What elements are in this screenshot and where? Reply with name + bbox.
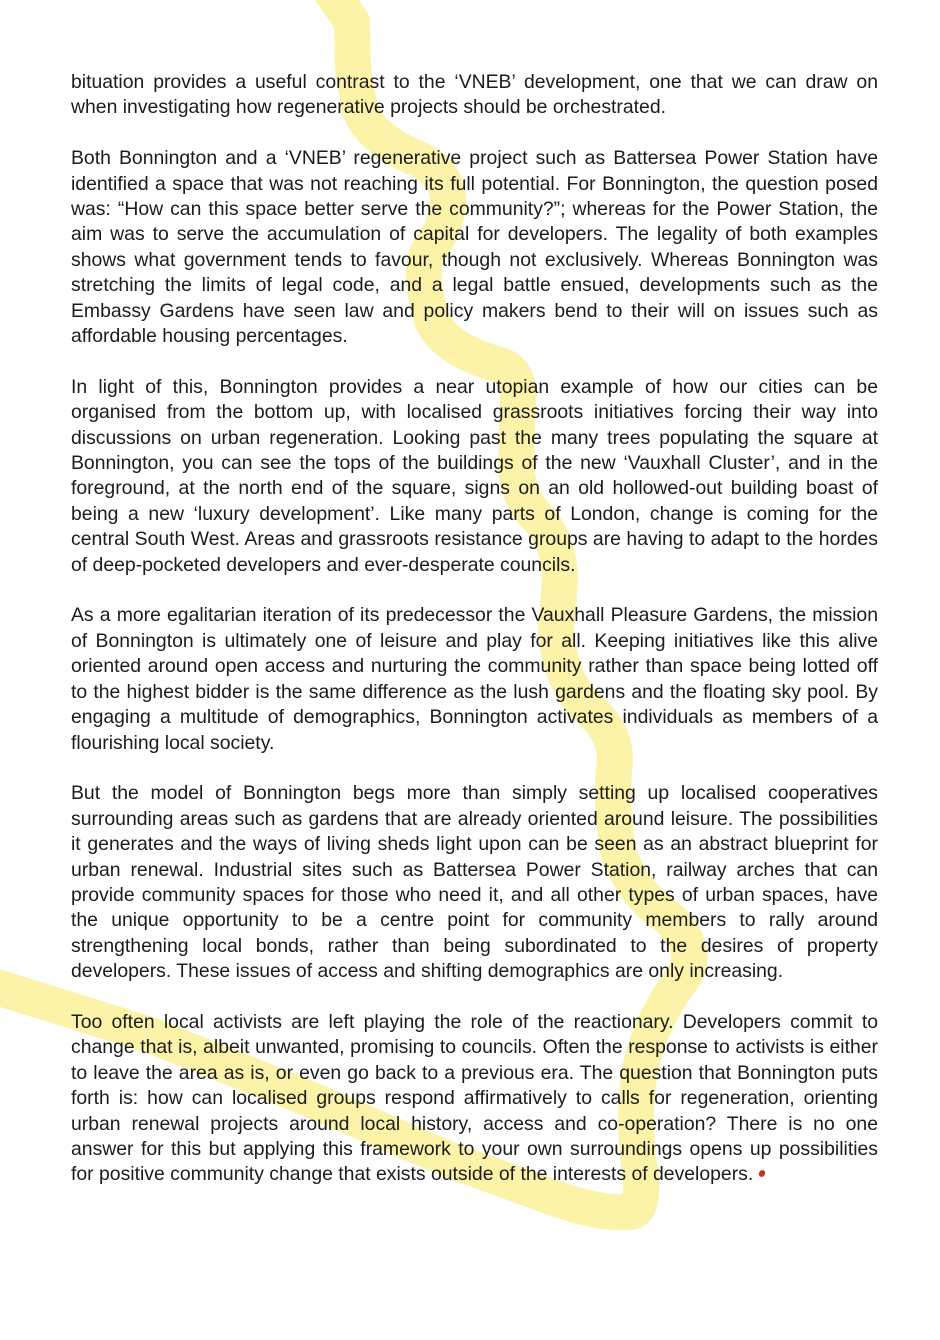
paragraph-text: Too often local activists are left playing the role of the reactionary. Developers commit to change that is, albeit unwanted, promising to councils. Often the response to activists is either to leave the area as is, or even go back to a previous era. The question that Bonnington puts forth is: how can localised groups respond affirmatively to calls for regeneration, orienting urban renewal projects around local history, access and co-operation? There is no one answer for this but applying this framework to your own surroundings opens up possibilities for positive community change that exists outside of the interests of developers. (71, 1010, 878, 1186)
end-mark-icon (758, 1169, 767, 1178)
paragraph: bituation provides a useful contrast to the ‘VNEB’ development, one that we can draw on when investigating how regenerative projects should be orchestrated. (71, 71, 878, 119)
article-body (71, 70, 878, 1213)
paragraph: But the model of Bonnington begs more than simply setting up localised cooperatives surrounding areas such as gardens that are already oriented around leisure. The possibilities it generates and the ways of living sheds light upon can be seen as an abstract blueprint for urban renewal. Industrial sites such as Battersea Power Station, railway arches that can provide community spaces for those who need it, and all other types of urban spaces, have the unique opportunity to be a centre point for community members to rally around strengthening local bonds, rather than being subordinated to the desires of property developers. These issues of access and shifting demographics are only increasing. (71, 782, 878, 983)
paragraph: As a more egalitarian iteration of its predecessor the Vauxhall Pleasure Gardens, the mission of Bonnington is ultimately one of leisure and play for all. Keeping initiatives like this alive oriented around open access and nurturing the community rather than space being lotted off to the highest bidder is the same difference as the lush gardens and the floating sky pool. By engaging a multitude of demographics, Bonnington activates individuals as members of a flourishing local society. (71, 604, 878, 754)
paragraph: Both Bonnington and a ‘VNEB’ regenerative project such as Battersea Power Station have identified a space that was not reaching its full potential. For Bonnington, the question posed was: “How can this space better serve the community?”; whereas for the Power Station, the aim was to serve the accumulation of capital for developers. The legality of both examples shows what government tends to favour, though not exclusively. Whereas Bonnington was stretching the limits of legal code, and a legal battle ensued, developments such as the Embassy Gardens have seen law and policy makers bend to their will on issues such as affordable housing percentages. (71, 147, 878, 348)
paragraph: In light of this, Bonnington provides a near utopian example of how our cities can be organised from the bottom up, with localised grassroots initiatives forcing their way into discussions on urban regeneration. Looking past the many trees populating the square at Bonnington, you can see the tops of the buildings of the new ‘Vauxhall Cluster’, and in the foreground, at the north end of the square, signs on an old hollowed-out building boast of being a new ‘luxury development’. Like many parts of London, change is coming for the central South West. Areas and grassroots resistance groups are having to adapt to the hordes of deep-pocketed developers and ever-desperate councils. (71, 375, 878, 576)
last-paragraph (71, 1010, 878, 1188)
